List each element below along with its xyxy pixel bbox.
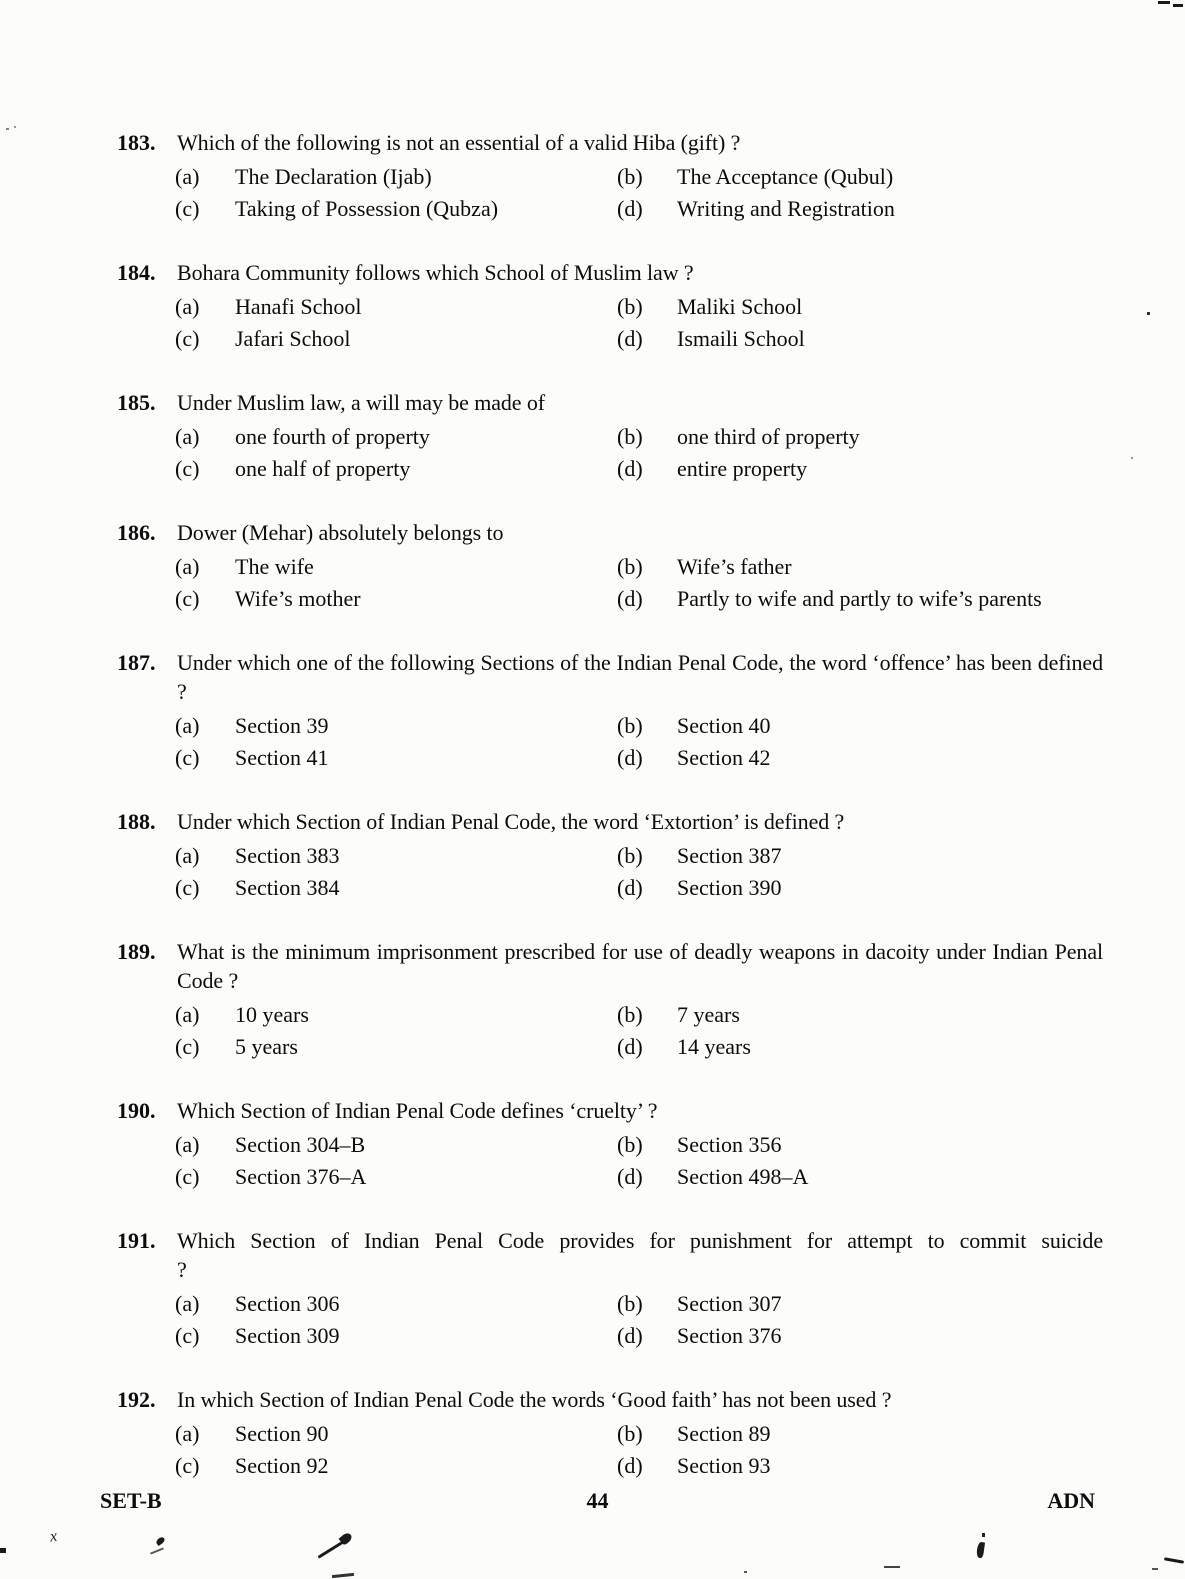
option-c [175,872,617,904]
scan-artifact [1131,457,1133,459]
option-a [175,161,617,193]
option-d [617,1450,1107,1482]
option-text: Section 90 [235,1421,329,1446]
option-text: The Acceptance (Qubul) [677,164,894,189]
option-label: (a) [175,424,200,449]
option-label: (a) [175,713,200,738]
option-text: Section 41 [235,745,329,770]
question-text: Under which one of the following Sections of the Indian Penal Code, the word ‘offence’ has been defined ? [177,650,1103,704]
scan-artifact [0,1548,6,1553]
option-b [617,710,1107,742]
scan-artifact [317,1540,344,1558]
option-text: 14 years [677,1034,751,1059]
option-text: Section 92 [235,1453,329,1478]
option-c [175,1031,617,1063]
option-c [175,453,617,485]
option-a [175,710,617,742]
option-label: (b) [617,1421,643,1446]
option-d [617,872,1107,904]
question-number: 190. [117,1098,156,1123]
option-text: Section 376–A [235,1164,367,1189]
option-b [617,1129,1107,1161]
option-text: entire property [677,456,808,481]
question-text: Under which Section of Indian Penal Code, the word ‘Extortion’ is defined ? [177,809,845,834]
option-b [617,1288,1107,1320]
scan-artifact [14,126,16,128]
option-b [617,999,1107,1031]
option-text: Section 307 [677,1291,782,1316]
question-190 [117,1096,1107,1193]
option-label: (b) [617,294,643,319]
scan-artifact [155,1536,166,1546]
option-label: (c) [175,745,200,770]
question-185 [117,388,1107,485]
option-a [175,1288,617,1320]
option-label: (c) [175,1164,200,1189]
option-text: Section 376 [677,1323,782,1348]
option-label: (a) [175,1421,200,1446]
scan-artifact: x [48,1527,59,1546]
scan-artifact [1164,1557,1184,1563]
option-label: (d) [617,456,643,481]
question-number: 183. [117,130,156,155]
option-c [175,1450,617,1482]
option-d [617,1320,1107,1352]
option-text: Section 93 [677,1453,771,1478]
option-label: (d) [617,745,643,770]
question-number: 191. [117,1228,156,1253]
option-d [617,453,1107,485]
option-b [617,551,1107,583]
option-text: Section 384 [235,875,340,900]
option-text: Section 39 [235,713,329,738]
option-text: one fourth of property [235,424,430,449]
option-text: Section 498–A [677,1164,809,1189]
option-label: (d) [617,1034,643,1059]
option-a [175,1418,617,1450]
option-text: Section 387 [677,843,782,868]
question-187 [117,648,1107,774]
option-c [175,583,617,615]
question-text: Which Section of Indian Penal Code defines ‘cruelty’ ? [177,1098,658,1123]
option-label: (b) [617,554,643,579]
option-text: Section 89 [677,1421,771,1446]
option-label: (c) [175,456,200,481]
option-c [175,193,617,225]
option-a [175,551,617,583]
question-text: Under Muslim law, a will may be made of [177,390,545,415]
option-d [617,583,1107,615]
option-text: Partly to wife and partly to wife’s parents [677,586,1042,611]
option-b [617,291,1107,323]
question-number: 187. [117,650,156,675]
option-label: (b) [617,164,643,189]
option-label: (d) [617,326,643,351]
option-label: (c) [175,1323,200,1348]
option-label: (b) [617,1002,643,1027]
option-a [175,1129,617,1161]
question-189 [117,937,1107,1063]
option-text: Hanafi School [235,294,362,319]
scan-artifact [1152,1568,1158,1570]
option-label: (b) [617,424,643,449]
question-191 [117,1226,1107,1352]
option-label: (d) [617,1164,643,1189]
option-text: The wife [235,554,314,579]
question-number: 188. [117,809,156,834]
option-text: Section 304–B [235,1132,366,1157]
option-d [617,1161,1107,1193]
option-text: Section 356 [677,1132,782,1157]
option-label: (d) [617,196,643,221]
option-text: Section 42 [677,745,771,770]
footer-set-label: SET-B [100,1488,162,1513]
option-label: (b) [617,1291,643,1316]
option-b [617,840,1107,872]
option-label: (c) [175,196,200,221]
question-183 [117,128,1107,225]
option-text: Jafari School [235,326,351,351]
option-label: (b) [617,843,643,868]
option-label: (d) [617,875,643,900]
option-label: (a) [175,554,200,579]
option-label: (a) [175,1291,200,1316]
footer-code: ADN [1047,1488,1095,1513]
option-text: one third of property [677,424,860,449]
option-label: (a) [175,294,200,319]
option-label: (b) [617,1132,643,1157]
option-d [617,742,1107,774]
option-text: Taking of Possession (Qubza) [235,196,499,221]
option-label: (a) [175,164,200,189]
option-label: (c) [175,875,200,900]
question-text: In which Section of Indian Penal Code the words ‘Good faith’ has not been used ? [177,1387,892,1412]
option-label: (a) [175,1002,200,1027]
option-c [175,323,617,355]
option-a [175,421,617,453]
question-text: Which of the following is not an essential of a valid Hiba (gift) ? [177,130,741,155]
question-184 [117,258,1107,355]
option-text: Section 390 [677,875,782,900]
scan-artifact [6,128,9,130]
option-a [175,291,617,323]
option-label: (d) [617,1453,643,1478]
scan-artifact [884,1566,900,1568]
option-text: 5 years [235,1034,298,1059]
scan-artifact [1158,1,1170,4]
question-number: 185. [117,390,156,415]
question-number: 184. [117,260,156,285]
scan-artifact [976,1542,985,1559]
scan-artifact [982,1533,985,1537]
option-label: (b) [617,713,643,738]
question-number: 186. [117,520,156,545]
option-label: (c) [175,586,200,611]
question-list [117,128,1107,1515]
scan-artifact [744,1571,747,1573]
option-c [175,1161,617,1193]
option-text: Section 306 [235,1291,340,1316]
question-188 [117,807,1107,904]
option-text: Ismaili School [677,326,805,351]
option-a [175,999,617,1031]
option-text: Writing and Registration [677,196,895,221]
option-label: (c) [175,1034,200,1059]
question-text: Bohara Community follows which School of Muslim law ? [177,260,694,285]
question-number: 192. [117,1387,156,1412]
option-text: 10 years [235,1002,309,1027]
option-b [617,161,1107,193]
option-c [175,742,617,774]
option-text: Wife’s mother [235,586,361,611]
page-footer [100,1488,1095,1514]
option-text: one half of property [235,456,411,481]
scan-artifact [1173,4,1183,7]
question-192 [117,1385,1107,1482]
option-label: (c) [175,1453,200,1478]
option-d [617,1031,1107,1063]
footer-page-number: 44 [586,1488,609,1513]
question-text: Dower (Mehar) absolutely belongs to [177,520,504,545]
option-text: Wife’s father [677,554,792,579]
option-text: The Declaration (Ijab) [235,164,432,189]
option-label: (a) [175,843,200,868]
scan-artifact [150,1547,164,1554]
option-text: Maliki School [677,294,803,319]
option-label: (a) [175,1132,200,1157]
question-186 [117,518,1107,615]
question-text: What is the minimum imprisonment prescribed for use of deadly weapons in dacoity under Indian Penal Code ? [177,939,1103,993]
option-b [617,421,1107,453]
option-label: (d) [617,1323,643,1348]
option-b [617,1418,1107,1450]
option-c [175,1320,617,1352]
option-text: Section 40 [677,713,771,738]
option-text: 7 years [677,1002,740,1027]
scan-artifact [332,1573,354,1578]
option-text: Section 309 [235,1323,340,1348]
option-text: Section 383 [235,843,340,868]
question-number: 189. [117,939,156,964]
option-d [617,193,1107,225]
option-d [617,323,1107,355]
option-a [175,840,617,872]
option-label: (c) [175,326,200,351]
option-label: (d) [617,586,643,611]
question-text: Which Section of Indian Penal Code provides for punishment for attempt to commit suicide ? [177,1228,1103,1282]
scan-artifact [1147,312,1150,315]
